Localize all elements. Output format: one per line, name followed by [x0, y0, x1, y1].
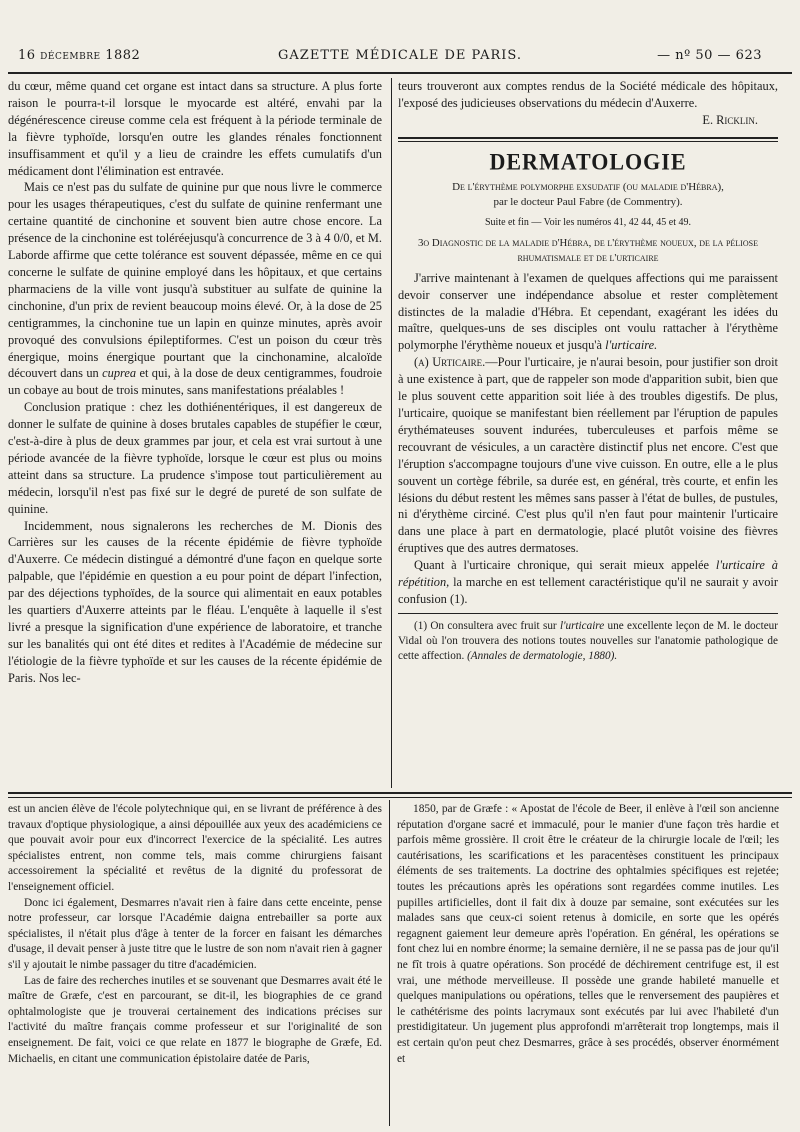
paragraph: Conclusion pratique : chez les dothiénentériques, il est dangereux de donner le sulfate de quinine à doses brutales capables de stupéfier le cœur, c'est-à-dire à plus de deux grammes par jour, et cela est vrai surtout à une période avancée de la fièvre typhoïde, lorsque le cœur est plus ou moins atteint dans sa structure. La prudence s'impose tout particulièrement au médecin, lorsqu'il n'est pas fixé sur le degré de pureté de son sulfate de quinine.: [8, 400, 382, 516]
header-rule: [8, 72, 792, 74]
paragraph: 1850, par de Græfe : « Apostat de l'école de Beer, il enlève à l'œil son ancienne réputation d'organe sacré et immaculé, pour le manier d'une façon très hardie et parfois même grossière. Il croit être le créateur de la chirurgie locale de l'œil; les cautérisations, les scarifications et les paracentèses constituent les principaux éléments de ses traitements. La doctrine des ophtalmies spécifiques est rejetée; toutes les précautions après les opérations sont regardées comme inutiles. Les pupilles artificielles, dont il fait dix à douze par semaine, sont exécutées sur les malades sans que ceux-ci soient retenus à domicile, en sorte que les opérés regagnent gaiement leur demeure après l'opération. En général, les opérations se font chez lui en nombre énorme; la semaine dernière, il ne se passa pas de jour qu'il ne fît trois à quatre opérations. Son procédé de déchirement centrifuge est, il est vrai, une méthode merveilleuse. Il possède une grande habileté manuelle et quelques manipulations ou opérations, telles que le renversement des paupières et le cathétérisme des points lacrymaux sont exécutés par lui avec l'habileté d'un prestidigitateur. Un jugement plus approfondi m'arrêterait trop longtemps, mais il est certain qu'on peut chez Desmarres, grâce à ses procédés, observer énormément et: [397, 803, 779, 1065]
article-author: par le docteur Paul Fabre (de Commentry).: [493, 195, 683, 208]
section-title: DERMATOLOGIE: [489, 148, 687, 175]
column-divider-top: [391, 78, 392, 788]
paragraph: du cœur, même quand cet organe est intact dans sa structure. A plus forte raison le pourra-t-il lorsque le myocarde est altéré, envahi par la dégénérescence cireuse comme cela est fréquent à la période terminale de la fièvre typhoïde, lorsqu'en outre les glandes rénales fonctionnent insuffisamment et qu'il y a lieu de craindre les effets cumulatifs d'un médicament dont l'élimination est entravée.: [8, 79, 382, 178]
series-note: Suite et fin — Voir les numéros 41, 42 44, 45 et 49.: [484, 216, 691, 228]
paragraph: Las de faire des recherches inutiles et se souvenant que Desmarres avait été le maître de Græfe, c'est en parcourant, se dit-il, les biographies de ce grand ophtalmologiste que je trouverai certainement des indications précises sur l'activité du maître français comme professeur et sur l'originalité de son enseignement. De fait, voici ce que relate en 1877 le biographe de Græfe, Ed. Michaelis, en citant une communication épistolaire datée de Paris,: [8, 974, 382, 1065]
header-date: 16 décembre 1882: [18, 48, 141, 63]
paragraph: (a) Urticaire.—Pour l'urticaire, je n'aurai besoin, pour justifier son droit à une existence à part, que de rappeler son mode d'apparition subit, bien que le plus souvent cette apparition soit liée à des troubles digestifs. De plus, l'urticaire, quoique se manifestant bien réellement par l'éruption de papules érythémateuses souvent indurées, tuberculeuses et parfois même se recouvrant de vésicules, a un caractère distinctif plus net encore. C'est que l'éruption s'accompagne toujours d'une vive cuisson. En outre, elle a le plus souvent un cortège fébrile, sa durée est, en général, très courte, et enfin les lésions du début restent les mêmes sans passer à l'état de bulles, de pustules, ni d'érythème circiné. C'est plus qu'il n'en faut pour maintenir l'urticaire dans une place à part en dermatologie, placé plutôt voisine des fièvres éruptives que des autres dermatoses.: [398, 355, 778, 556]
paragraph: Donc ici également, Desmarres n'avait rien à faire dans cette enceinte, pense notre professeur, car lorsque l'Académie daigna entrebailler sa porte aux spécialistes, il n'était plus d'âge à tenter de la forcer en faisant les démarches d'usage, il devait penser à juste titre que le lustre de son nom n'avait rien à gagner s'il y ajoutait le nimbe passager du titre d'académicien.: [8, 896, 382, 971]
paragraph: est un ancien élève de l'école polytechnique qui, en se livrant de préférence à des travaux d'optique physiologique, a ainsi dépouillée aux yeux des académiciens ce que pouvait avoir pour eux d'incorrect l'exercice de la spécialité. Les autres spécialistes entrent, non comme tels, mais comme chirurgiens faisant accessoirement la spécialité et revêtus de la dignité du professorat de l'enseignement officiel.: [8, 803, 382, 893]
column-divider-bottom: [389, 800, 390, 1126]
feuilleton-right-column: [397, 802, 779, 1128]
paragraph: Quant à l'urticaire chronique, qui serait mieux appelée l'urticaire à répétition, la marche en est tellement caractéristique qu'il ne saurait y avoir confusion (1).: [398, 558, 778, 606]
paragraph: Incidemment, nous signalerons les recherches de M. Dionis des Carrières sur les causes de la récente épidémie de fièvre typhoïde d'Auxerre. Ce médecin distingué a démontré d'une façon en quelque sorte palpable, que l'épidémie en question a eu pour point de départ l'infection, par des déjections typhoïdes, de la source qui alimentait en eaux potables les quartiers d'Auxerre atteints par le fléau. L'enquête à laquelle il s'est livré a presque la signification d'une expérience de laboratoire, et tranche sur les banalités qui ont été dites et redites à l'Académie de médecine sur l'étiologie de la fièvre typhoïde et sur les causes de la récente épidémie de Paris. Nos lec-: [8, 518, 382, 685]
left-column: [8, 78, 382, 790]
page-header: [14, 48, 786, 68]
footnote-rule: [398, 613, 778, 614]
paragraph: Mais ce n'est pas du sulfate de quinine pur que nous livre le commerce pour les usages thérapeutiques, c'est du sulfate de quinine renfermant une certaine quantité de cinchonine et souvent bien autre chose encore. La présence de la cinchonine est toléréejusqu'à concurrence de 3 à 4 0/0, et M. Laborde affirme que cette tolérance est souvent dépassée, même en ce qui concerne le sulfate de quinine employé dans les hôpitaux, et que certains pharmaciens de la ville vont jusqu'à substituer au sulfate de quinine la cinchonine, d'un prix de revient beaucoup moins élevé. Or, à la dose de 25 centigrammes, la cinchonine tue un lapin en quinze minutes, après avoir provoqué des convulsions épileptiformes. C'est un poison du cœur très énergique, moins énergique pourtant que la cinchonamine, alcaloïde découvert dans un cuprea et qui, à la dose de deux centigrammes, foudroie un cobaye au bout de trois minutes, sans manifestations préalables !: [8, 180, 382, 398]
paragraph: J'arrive maintenant à l'examen de quelques affections qui me paraissent devoir conserver une indépendance absolue et rester complètement distinctes de la maladie d'Hébra. Et cependant, exagérant les idées du maître, quelques-uns de ses disciples ont voulu rattacher à l'érythème polymorphe l'érythème noueux et jusqu'à l'urticaire.: [398, 270, 778, 353]
issue-page-number: — nº 50 — 623: [657, 48, 762, 63]
author-signature: E. Ricklin.: [702, 112, 758, 127]
feuilleton-rule: [8, 792, 792, 794]
paragraph: teurs trouveront aux comptes rendus de la Société médicale des hôpitaux, l'exposé des judicieuses observations du médecin d'Auxerre.: [398, 79, 778, 110]
article-subtitle: De l'érythème polymorphe exsudatif (ou maladie d'Hébra),: [452, 180, 724, 193]
right-column: [398, 78, 778, 790]
section-rule: [398, 141, 778, 142]
feuilleton-left-column: [8, 802, 382, 1128]
subsection-heading: 3o Diagnostic de la maladie d'Hébra, de l'érythème noueux, de la péliose rhumatismale et de l'urticaire: [418, 236, 758, 264]
footnote: (1) On consultera avec fruit sur l'urticaire une excellente leçon de M. le docteur Vidal où l'on trouvera des notions toutes nouvelles sur l'anatomie pathologique de cette affection. (Annales de dermatologie, 1880).: [398, 619, 778, 663]
journal-title: GAZETTE MÉDICALE DE PARIS.: [278, 48, 522, 63]
feuilleton-rule: [8, 797, 792, 798]
section-rule: [398, 137, 778, 139]
